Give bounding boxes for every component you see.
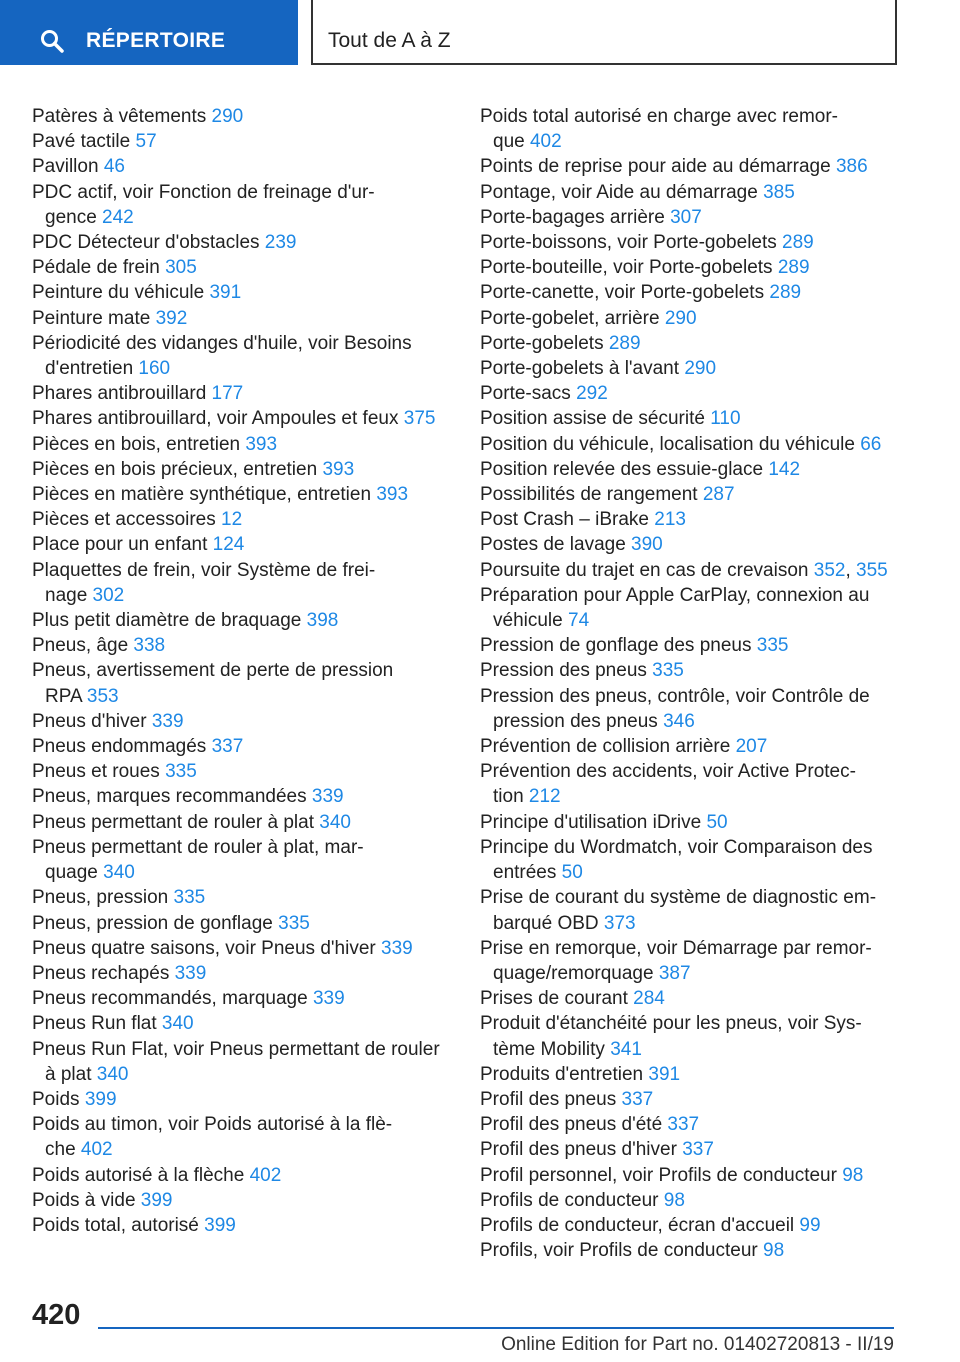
page-link[interactable]: 287 [702, 484, 735, 506]
page-link[interactable]: 339 [151, 710, 184, 732]
page-link[interactable]: 74 [568, 610, 590, 632]
page-link[interactable]: 399 [204, 1214, 236, 1236]
entry-text: Pneus Run flat [32, 1013, 162, 1035]
page-link[interactable]: 399 [84, 1088, 117, 1110]
page-link[interactable]: 337 [682, 1139, 714, 1161]
index-entry [480, 432, 920, 457]
page-link[interactable]: 284 [633, 988, 665, 1010]
page-link[interactable]: 352 [813, 559, 846, 581]
page-link[interactable]: 289 [769, 282, 802, 304]
index-entry [32, 532, 452, 557]
index-entry [480, 1011, 920, 1061]
section-tab[interactable] [311, 0, 897, 65]
page-link[interactable]: 339 [174, 962, 207, 984]
index-entry [480, 1213, 920, 1238]
index-entry [480, 633, 920, 658]
page-link[interactable]: 213 [654, 509, 686, 531]
page-link[interactable]: 46 [103, 156, 125, 178]
page-link[interactable]: 340 [103, 862, 135, 884]
page-link[interactable]: 289 [782, 232, 814, 254]
entry-text: entrées [493, 862, 562, 884]
page-link[interactable]: 392 [155, 307, 188, 329]
index-tab-label: RÉPERTOIRE [86, 29, 226, 52]
footer-divider [98, 1327, 894, 1329]
entry-text: Plaquettes de frein, voir Système de frei- [32, 559, 376, 581]
index-entry [32, 558, 452, 608]
page-link[interactable]: 290 [664, 307, 697, 329]
index-entry [480, 532, 920, 557]
page-link[interactable]: 337 [211, 736, 244, 758]
page-link[interactable]: 373 [603, 912, 636, 934]
search-icon [40, 29, 64, 53]
index-entry [480, 1188, 920, 1213]
page-link[interactable]: 305 [165, 257, 197, 279]
entry-text: que [493, 131, 530, 153]
page-link[interactable]: 340 [319, 811, 351, 833]
index-entry [480, 457, 920, 482]
index-entry [32, 1037, 452, 1087]
entry-text: Prise de courant du système de diagnostic em- [480, 887, 877, 909]
index-entry [32, 507, 452, 532]
entry-text: Prévention des accidents, voir Active Protec- [480, 761, 856, 783]
index-entry [32, 1188, 452, 1213]
index-entry [480, 759, 920, 809]
page-link[interactable]: 341 [610, 1038, 642, 1060]
entry-text: Poursuite du trajet en cas de crevaison [480, 559, 814, 581]
entry-text: Position assise de sécurité [480, 408, 711, 430]
page-link[interactable]: 375 [403, 408, 436, 430]
entry-text: barqué OBD [493, 912, 604, 934]
entry-text: Pneus, pression de gonflage [32, 912, 279, 934]
index-entry [480, 885, 920, 935]
entry-text: Peinture du véhicule [32, 282, 210, 304]
section-tab-label: Tout de A à Z [328, 29, 451, 52]
page-link[interactable]: 57 [135, 131, 157, 153]
entry-text: Peinture mate [32, 307, 156, 329]
index-entry [32, 1112, 452, 1162]
entry-text: à plat [45, 1063, 97, 1085]
index-entry [480, 280, 920, 305]
index-column-left [32, 104, 452, 1238]
page-link[interactable]: 242 [102, 206, 134, 228]
entry-text: PDC actif, voir Fonction de freinage d'ur- [32, 181, 375, 203]
entry-text: Prise en remorque, voir Démarrage par remor- [480, 937, 872, 959]
index-entry [480, 986, 920, 1011]
entry-text: Produits d'entretien [480, 1063, 649, 1085]
index-entry [32, 885, 452, 910]
entry-text: Poids total autorisé en charge avec remor- [480, 106, 839, 127]
index-entry [480, 583, 920, 633]
index-entry [32, 154, 452, 179]
entry-text: PDC Détecteur d'obstacles [32, 232, 265, 254]
page-link[interactable]: 390 [631, 534, 663, 556]
index-entry [480, 482, 920, 507]
entry-text: gence [45, 206, 103, 228]
page-link[interactable]: 110 [710, 408, 741, 430]
entry-text: Pneus d'hiver [32, 710, 152, 732]
entry-text: Profils de conducteur [480, 1189, 664, 1211]
index-entry [32, 1011, 452, 1036]
index-entry [32, 331, 452, 381]
index-entry [480, 936, 920, 986]
index-entry [480, 1112, 920, 1137]
index-entry [480, 734, 920, 759]
page-link[interactable]: 290 [684, 358, 717, 380]
index-entry [32, 759, 452, 784]
entry-text: Profils de conducteur, écran d'accueil [480, 1214, 800, 1236]
entry-text: Périodicité des vidanges d'huile, voir Besoins [32, 332, 412, 354]
entry-text: Porte-canette, voir Porte-gobelets [480, 282, 770, 304]
page-link[interactable]: 50 [561, 862, 583, 884]
index-entry [480, 104, 920, 154]
entry-text: Plus petit diamètre de braquage [32, 610, 307, 632]
page-link[interactable]: 337 [667, 1114, 700, 1136]
entry-text: Poids au timon, voir Poids autorisé à la flè- [32, 1114, 393, 1136]
page-link[interactable]: 339 [311, 786, 344, 808]
page-link[interactable]: 302 [92, 584, 125, 606]
page-link[interactable]: 292 [576, 383, 608, 405]
entry-text: tion [493, 786, 529, 808]
entry-text: Porte-bouteille, voir Porte-gobelets [480, 257, 778, 279]
entry-text: Pièces en bois précieux, entretien [32, 458, 323, 480]
page-link[interactable]: 335 [165, 761, 197, 783]
index-entry [32, 1213, 452, 1238]
index-entry [32, 784, 452, 809]
index-entry [32, 381, 452, 406]
entry-text: d'entretien [45, 358, 139, 380]
page-link[interactable]: 98 [663, 1189, 685, 1211]
entry-text: nage [45, 584, 93, 606]
index-entry [32, 406, 452, 431]
page-link[interactable]: 290 [211, 106, 244, 127]
page-link[interactable]: 337 [621, 1088, 654, 1110]
entry-text: Poids autorisé à la flèche [32, 1164, 250, 1186]
page-link[interactable]: 402 [529, 131, 562, 153]
entry-text: Pression des pneus, contrôle, voir Contrôle de [480, 685, 870, 707]
index-entry [480, 810, 920, 835]
index-entry [480, 306, 920, 331]
entry-text: che [45, 1139, 81, 1161]
page-link[interactable]: 399 [140, 1189, 173, 1211]
page-link[interactable]: 335 [652, 660, 684, 682]
entry-text: Pneus Run Flat, voir Pneus permettant de rouler [32, 1038, 440, 1060]
page-link[interactable]: 66 [860, 433, 882, 455]
index-entry [32, 734, 452, 759]
index-entry [480, 255, 920, 280]
index-entry [480, 154, 920, 179]
index-entry [32, 306, 452, 331]
entry-text: Porte-gobelets à l'avant [480, 358, 685, 380]
index-entry [480, 205, 920, 230]
page-link[interactable]: 346 [663, 710, 695, 732]
index-entry [480, 1087, 920, 1112]
index-entry [32, 810, 452, 835]
header [0, 0, 960, 66]
entry-text: Post Crash – iBrake [480, 509, 655, 531]
entry-text: Porte-sacs [480, 383, 577, 405]
entry-text: Place pour un enfant [32, 534, 213, 556]
index-entry [32, 482, 452, 507]
entry-text: Poids à vide [32, 1189, 141, 1211]
index-entry [480, 835, 920, 885]
entry-text: Pneus, marques recommandées [32, 786, 312, 808]
page-link[interactable]: 387 [658, 962, 691, 984]
entry-text: tème Mobility [493, 1038, 611, 1060]
page-link[interactable]: 289 [608, 332, 641, 354]
index-entry [32, 230, 452, 255]
page-link[interactable]: 335 [173, 887, 206, 909]
index-entry [480, 507, 920, 532]
entry-text: Profil des pneus d'hiver [480, 1139, 683, 1161]
entry-text: Profils, voir Profils de conducteur [480, 1240, 764, 1262]
entry-text: quage/remorquage [493, 962, 659, 984]
entry-text: pression des pneus [493, 710, 664, 732]
index-entry [32, 457, 452, 482]
entry-text: Pièces en matière synthétique, entretien [32, 484, 377, 506]
page-link[interactable]: 335 [756, 635, 789, 657]
page-link[interactable]: 98 [842, 1164, 864, 1186]
page-link[interactable]: 124 [212, 534, 245, 556]
entry-text: Profil personnel, voir Profils de conducteur [480, 1164, 843, 1186]
entry-text: Pièces en bois, entretien [32, 433, 246, 455]
page-link[interactable]: 339 [312, 988, 345, 1010]
page-link[interactable]: 212 [528, 786, 561, 808]
page-link[interactable]: 335 [278, 912, 310, 934]
page-link[interactable]: 340 [161, 1013, 194, 1035]
page-link[interactable]: 391 [648, 1063, 681, 1085]
entry-text: Porte-gobelets [480, 332, 609, 354]
page-link[interactable]: 402 [249, 1164, 282, 1186]
index-entry [32, 129, 452, 154]
page-number: 420 [32, 1299, 81, 1331]
entry-text: Patères à vêtements [32, 106, 212, 127]
entry-text: Pneus et roues [32, 761, 166, 783]
index-entry [480, 1062, 920, 1087]
page-link[interactable]: 160 [138, 358, 171, 380]
index-entry [480, 1163, 920, 1188]
page-link[interactable]: 393 [322, 458, 355, 480]
page-link[interactable]: 393 [245, 433, 278, 455]
entry-text: Phares antibrouillard [32, 383, 212, 405]
page-link[interactable]: 402 [80, 1139, 113, 1161]
index-entry [32, 835, 452, 885]
index-entry [32, 936, 452, 961]
index-entry [480, 230, 920, 255]
entry-text: Pneus, âge [32, 635, 134, 657]
entry-text: Pneus rechapés [32, 962, 175, 984]
page-link[interactable]: 289 [777, 257, 810, 279]
page-link[interactable]: 355 [856, 559, 888, 581]
entry-text: Pédale de frein [32, 257, 166, 279]
entry-text: Pneus, pression [32, 887, 174, 909]
index-entry [32, 1087, 452, 1112]
entry-text: Porte-gobelet, arrière [480, 307, 665, 329]
index-entry [32, 658, 452, 708]
entry-text: Pneus recommandés, marquage [32, 988, 313, 1010]
index-entry [32, 180, 452, 230]
page-link[interactable]: 391 [209, 282, 242, 304]
page-link[interactable]: 353 [86, 685, 119, 707]
index-entry [480, 381, 920, 406]
page-link[interactable]: 386 [835, 156, 868, 178]
entry-text: véhicule [493, 610, 568, 632]
page-link[interactable]: 398 [306, 610, 339, 632]
entry-text: Pneus quatre saisons, voir Pneus d'hiver [32, 937, 381, 959]
entry-text: Pièces et accessoires [32, 509, 222, 531]
index-entry [32, 709, 452, 734]
entry-text: Poids total, autorisé [32, 1214, 205, 1236]
page-link[interactable]: 207 [735, 736, 768, 758]
entry-text: Position relevée des essuie-glace [480, 458, 769, 480]
entry-text: Pneus permettant de rouler à plat [32, 811, 320, 833]
index-entry [32, 986, 452, 1011]
entry-text: Pression des pneus [480, 660, 653, 682]
entry-text: Porte-bagages arrière [480, 206, 671, 228]
index-entry [32, 280, 452, 305]
entry-text: Préparation pour Apple CarPlay, connexion au [480, 584, 870, 606]
index-entry [32, 255, 452, 280]
index-entry [480, 406, 920, 431]
entry-text: Pneus, avertissement de perte de pression [32, 660, 394, 682]
entry-text: Profil des pneus [480, 1088, 622, 1110]
index-entry [32, 633, 452, 658]
page-link[interactable]: 393 [376, 484, 409, 506]
index-entry [480, 180, 920, 205]
index-entry [32, 1163, 452, 1188]
index-entry [32, 961, 452, 986]
page-link[interactable]: 239 [264, 232, 297, 254]
entry-text: Pavillon [32, 156, 104, 178]
index-entry [480, 684, 920, 734]
entry-text: Pneus endommagés [32, 736, 212, 758]
entry-text: Points de reprise pour aide au démarrage [480, 156, 836, 178]
entry-text: Prévention de collision arrière [480, 736, 736, 758]
entry-text: Prises de courant [480, 988, 634, 1010]
entry-text: Produit d'étanchéité pour les pneus, voir Sys- [480, 1013, 862, 1035]
page-link[interactable]: 307 [670, 206, 702, 228]
index-entry [32, 432, 452, 457]
page-link[interactable]: 339 [381, 937, 413, 959]
page-link[interactable]: 12 [221, 509, 243, 531]
entry-text: Pavé tactile [32, 131, 136, 153]
page-link[interactable]: 142 [768, 458, 801, 480]
entry-text: quage [45, 862, 104, 884]
entry-text: Postes de lavage [480, 534, 632, 556]
entry-text: RPA [45, 685, 87, 707]
index-entry [480, 1137, 920, 1162]
entry-text: Profil des pneus d'été [480, 1114, 668, 1136]
index-entry [480, 331, 920, 356]
entry-text: Principe du Wordmatch, voir Comparaison des [480, 836, 873, 858]
entry-text: Pression de gonflage des pneus [480, 635, 757, 657]
index-entry [480, 1238, 920, 1263]
entry-text: Position du véhicule, localisation du véhicule [480, 433, 861, 455]
entry-text: Possibilités de rangement [480, 484, 703, 506]
page-link[interactable]: 50 [706, 811, 728, 833]
index-entry [32, 911, 452, 936]
page-link[interactable]: 385 [763, 181, 795, 203]
index-entry: Poursuite du trajet en cas de crevaison 352, 355 [480, 559, 888, 581]
index-column-right [480, 104, 920, 1263]
index-entry [32, 608, 452, 633]
index-entry [480, 356, 920, 381]
entry-text: Principe d'utilisation iDrive [480, 811, 707, 833]
entry-text: Poids [32, 1088, 85, 1110]
entry-text: Pneus permettant de rouler à plat, mar- [32, 836, 364, 858]
entry-text: Phares antibrouillard, voir Ampoules et feux [32, 408, 404, 430]
index-entry [480, 658, 920, 683]
page-link[interactable]: 338 [133, 635, 166, 657]
entry-text: Porte-boissons, voir Porte-gobelets [480, 232, 783, 254]
index-entry [32, 104, 452, 129]
entry-text: Pontage, voir Aide au démarrage [480, 181, 764, 203]
index-tab[interactable] [0, 0, 298, 65]
page-link[interactable]: 177 [211, 383, 244, 405]
page-link[interactable]: 98 [763, 1240, 785, 1262]
footer-edition: Online Edition for Part no. 01402720813 - II/19 [501, 1334, 894, 1355]
page-link[interactable]: 340 [96, 1063, 129, 1085]
page-link[interactable]: 99 [799, 1214, 821, 1236]
